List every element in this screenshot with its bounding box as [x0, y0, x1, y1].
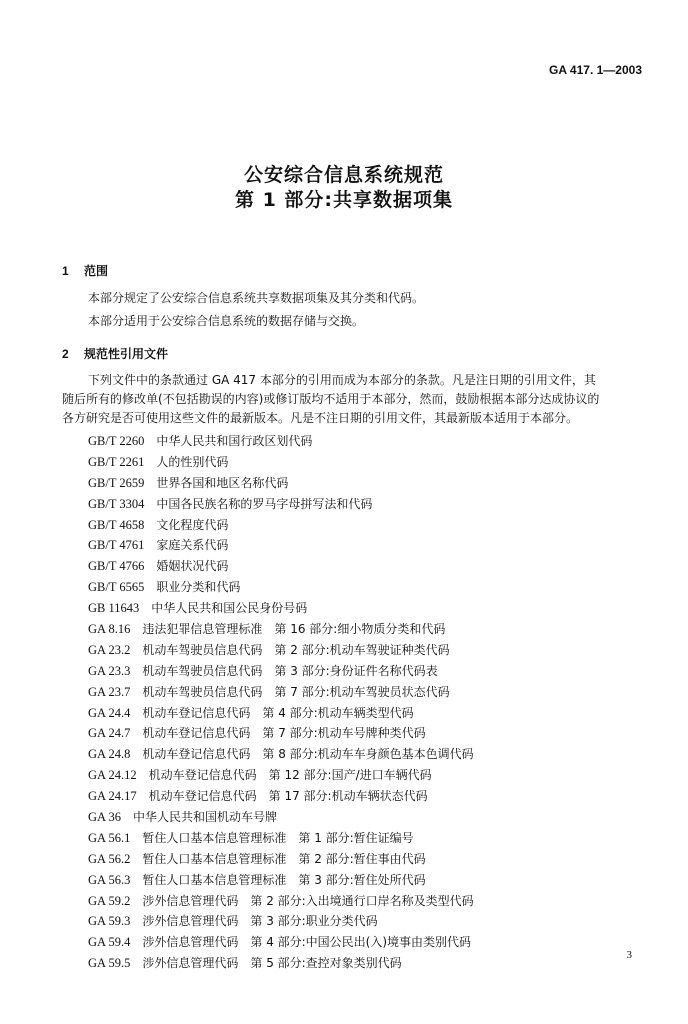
- reference-code: GA 56.1: [88, 830, 131, 845]
- reference-code: GB/T 2659: [88, 475, 145, 490]
- reference-code: GB/T 2261: [88, 454, 145, 469]
- list-item: [88, 535, 474, 556]
- reference-title: 涉外信息管理代码 第 3 部分:职业分类代码: [142, 914, 378, 929]
- reference-title: 暂住人口基本信息管理标准 第 2 部分:暂住事由代码: [142, 851, 426, 866]
- list-item: [88, 619, 474, 640]
- reference-title: 文化程度代码: [156, 517, 229, 532]
- list-item: [88, 515, 474, 536]
- reference-title: 涉外信息管理代码 第 4 部分:中国公民出(入)境事由类别代码: [142, 935, 472, 950]
- reference-title: 暂住人口基本信息管理标准 第 3 部分:暂住处所代码: [142, 872, 426, 887]
- section-heading-scope: [62, 262, 108, 279]
- reference-title: 机动车登记信息代码 第 4 部分:机动车辆类型代码: [142, 705, 414, 720]
- list-item: [88, 452, 474, 473]
- list-item: [88, 640, 474, 661]
- paragraph: 下列文件中的条款通过 GA 417 本部分的引用而成为本部分的条款。凡是注日期的引用文件，其: [88, 373, 596, 387]
- section-heading-normative-references: [62, 345, 168, 362]
- reference-title: 职业分类和代码: [156, 580, 241, 595]
- list-item: [88, 473, 474, 494]
- list-item: [88, 870, 474, 891]
- list-item: [88, 431, 474, 452]
- document-subtitle: 第 1 部分:共享数据项集: [234, 189, 454, 211]
- paragraph: 随后所有的修改单(不包括勘误的内容)或修订版均不适用于本部分，然而，鼓励根据本部分达成协议的: [62, 392, 600, 406]
- reference-code: GA 59.4: [88, 935, 131, 950]
- reference-code: GA 56.3: [88, 872, 131, 887]
- reference-title: 家庭关系代码: [156, 538, 229, 553]
- list-item: [88, 682, 474, 703]
- reference-title: 涉外信息管理代码 第 5 部分:查控对象类别代码: [142, 956, 402, 971]
- list-item: [88, 849, 474, 870]
- list-item: [88, 723, 474, 744]
- section-title: 规范性引用文件: [84, 347, 169, 361]
- reference-code: GA 59.2: [88, 893, 131, 908]
- section-title: 范围: [84, 264, 109, 278]
- reference-code: GB/T 2260: [88, 434, 145, 448]
- reference-list: [88, 431, 474, 974]
- list-item: [88, 891, 474, 912]
- reference-title: 机动车登记信息代码 第 8 部分:机动车车身颜色基本色调代码: [142, 747, 474, 762]
- reference-code: GA 24.17: [88, 789, 137, 804]
- reference-title: 中华人民共和国机动车号牌: [133, 810, 278, 825]
- reference-code: GA 36: [88, 810, 121, 825]
- reference-code: GB 11643: [88, 601, 140, 616]
- list-item: [88, 807, 474, 828]
- reference-title: 机动车驾驶员信息代码 第 7 部分:机动车驾驶员状态代码: [142, 684, 450, 699]
- reference-title: 人的性别代码: [156, 454, 229, 469]
- reference-code: GA 23.7: [88, 684, 131, 699]
- list-item: [88, 765, 474, 786]
- reference-title: 机动车驾驶员信息代码 第 3 部分:身份证件名称代码表: [142, 663, 438, 678]
- reference-code: GB/T 4658: [88, 517, 145, 532]
- reference-code: GA 24.4: [88, 705, 131, 720]
- list-item: [88, 786, 474, 807]
- reference-code: GB/T 6565: [88, 580, 145, 595]
- reference-title: 中华人民共和国行政区划代码: [156, 434, 313, 448]
- reference-code: GA 24.7: [88, 726, 131, 741]
- reference-title: 涉外信息管理代码 第 2 部分:入出境通行口岸名称及类型代码: [142, 893, 474, 908]
- section-number: 2: [62, 347, 69, 361]
- standard-number: GA 417. 1—2003: [549, 63, 642, 77]
- reference-code: GB/T 4766: [88, 559, 145, 574]
- list-item: [88, 953, 474, 974]
- reference-title: 婚姻状况代码: [156, 559, 229, 574]
- document-title: 公安综合信息系统规范: [243, 164, 444, 186]
- list-item: [88, 598, 474, 619]
- reference-code: GB/T 4761: [88, 538, 145, 553]
- reference-title: 中华人民共和国公民身份号码: [151, 601, 308, 616]
- paragraph: 本部分规定了公安综合信息系统共享数据项集及其分类和代码。: [88, 291, 425, 305]
- reference-title: 中国各民族名称的罗马字母拼写法和代码: [156, 496, 373, 511]
- reference-code: GA 56.2: [88, 851, 131, 866]
- list-item: [88, 744, 474, 765]
- list-item: [88, 932, 474, 953]
- paragraph: 本部分适用于公安综合信息系统的数据存储与交换。: [88, 314, 365, 328]
- list-item: [88, 577, 474, 598]
- paragraph: 各方研究是否可使用这些文件的最新版本。凡是不注日期的引用文件，其最新版本适用于本部分。: [62, 411, 579, 425]
- reference-title: 机动车登记信息代码 第 17 部分:机动车辆状态代码: [148, 789, 428, 804]
- page-number: 3: [626, 949, 632, 961]
- reference-title: 违法犯罪信息管理标准 第 16 部分:细小物质分类和代码: [142, 622, 446, 637]
- reference-title: 世界各国和地区名称代码: [156, 475, 289, 490]
- list-item: [88, 661, 474, 682]
- reference-code: GA 24.12: [88, 768, 137, 783]
- reference-code: GA 23.3: [88, 663, 131, 678]
- reference-code: GB/T 3304: [88, 496, 145, 511]
- reference-title: 机动车登记信息代码 第 12 部分:国产/进口车辆代码: [148, 768, 432, 783]
- reference-code: GA 23.2: [88, 642, 131, 657]
- reference-title: 暂住人口基本信息管理标准 第 1 部分:暂住证编号: [142, 830, 414, 845]
- reference-code: GA 24.8: [88, 747, 131, 762]
- reference-code: GA 59.3: [88, 914, 131, 929]
- list-item: [88, 911, 474, 932]
- reference-code: GA 59.5: [88, 956, 131, 971]
- reference-title: 机动车登记信息代码 第 7 部分:机动车号牌种类代码: [142, 726, 426, 741]
- reference-title: 机动车驾驶员信息代码 第 2 部分:机动车驾驶证种类代码: [142, 642, 450, 657]
- list-item: [88, 703, 474, 724]
- list-item: [88, 556, 474, 577]
- reference-code: GA 8.16: [88, 622, 131, 637]
- section-number: 1: [62, 264, 69, 278]
- list-item: [88, 828, 474, 849]
- list-item: [88, 494, 474, 515]
